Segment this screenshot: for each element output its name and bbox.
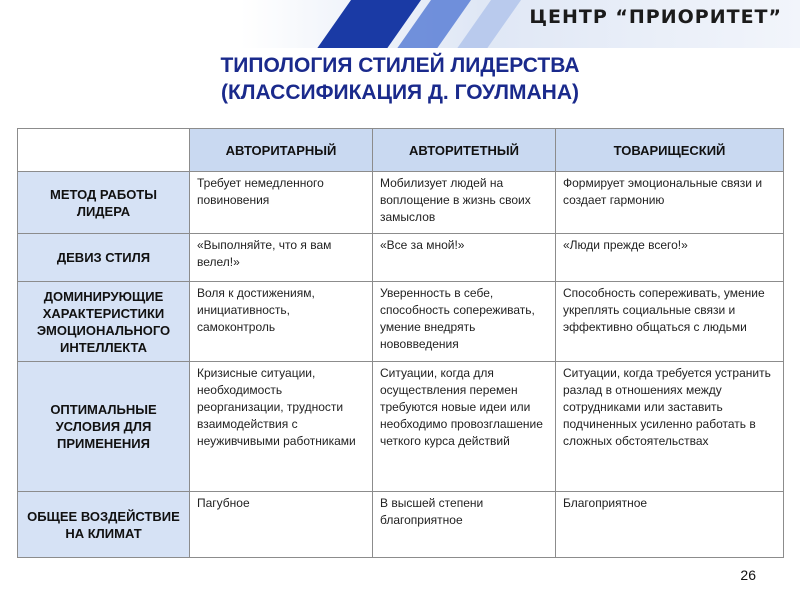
table-header-row	[18, 129, 784, 172]
table-cell: «Люди прежде всего!»	[556, 234, 784, 282]
table-cell: Воля к достижениям, инициативность, самоконтроль	[190, 282, 373, 362]
table-cell: «Выполняйте, что я вам велел!»	[190, 234, 373, 282]
brand-logo-text: ЦЕНТР “ПРИОРИТЕТ”	[529, 6, 782, 28]
table-cell: Мобилизует людей на воплощение в жизнь своих замыслов	[373, 172, 556, 234]
row-header-ei-traits: ДОМИНИРУЮЩИЕ ХАРАКТЕРИСТИКИ ЭМОЦИОНАЛЬНОГО ИНТЕЛЛЕКТА	[18, 282, 190, 362]
column-header-authoritarian: АВТОРИТАРНЫЙ	[190, 129, 373, 172]
row-header-motto: ДЕВИЗ СТИЛЯ	[18, 234, 190, 282]
page-number: 26	[740, 567, 756, 583]
table-cell: Способность сопереживать, умение укреплять социальные связи и эффективно общаться с людьми	[556, 282, 784, 362]
table-cell: Требует немедленного повиновения	[190, 172, 373, 234]
table-row	[18, 234, 784, 282]
table-row	[18, 172, 784, 234]
table-cell: Пагубное	[190, 492, 373, 558]
table-corner-cell	[18, 129, 190, 172]
table-cell: Ситуации, когда требуется устранить разлад в отношениях между сотрудниками или заставить подчиненных усиленно работать в сложных обстоятельствах	[556, 362, 784, 492]
table-cell: Ситуации, когда для осуществления перемен требуются новые идеи или необходимо провозглашение четкого курса действий	[373, 362, 556, 492]
column-header-authoritative: АВТОРИТЕТНЫЙ	[373, 129, 556, 172]
title-line-2: (КЛАССИФИКАЦИЯ Д. ГОУЛМАНА)	[220, 81, 580, 104]
title-line-1: ТИПОЛОГИЯ СТИЛЕЙ ЛИДЕРСТВА	[220, 54, 580, 77]
row-header-conditions: ОПТИМАЛЬНЫЕ УСЛОВИЯ ДЛЯ ПРИМЕНЕНИЯ	[18, 362, 190, 492]
table-cell: Кризисные ситуации, необходимость реорганизации, трудности взаимодействия с неуживчивыми работниками	[190, 362, 373, 492]
table-cell: Уверенность в себе, способность сопереживать, умение внедрять нововведения	[373, 282, 556, 362]
table-cell: Формирует эмоциональные связи и создает гармонию	[556, 172, 784, 234]
table-cell: Благоприятное	[556, 492, 784, 558]
column-header-affiliative: ТОВАРИЩЕСКИЙ	[556, 129, 784, 172]
table-cell: В высшей степени благоприятное	[373, 492, 556, 558]
table-row	[18, 492, 784, 558]
row-header-climate: ОБЩЕЕ ВОЗДЕЙСТВИЕ НА КЛИМАТ	[18, 492, 190, 558]
table-row	[18, 282, 784, 362]
slide-title	[0, 52, 800, 106]
table-cell: «Все за мной!»	[373, 234, 556, 282]
leadership-styles-table	[17, 128, 784, 558]
header-banner	[0, 0, 800, 48]
table-row	[18, 362, 784, 492]
row-header-method: МЕТОД РАБОТЫ ЛИДЕРА	[18, 172, 190, 234]
